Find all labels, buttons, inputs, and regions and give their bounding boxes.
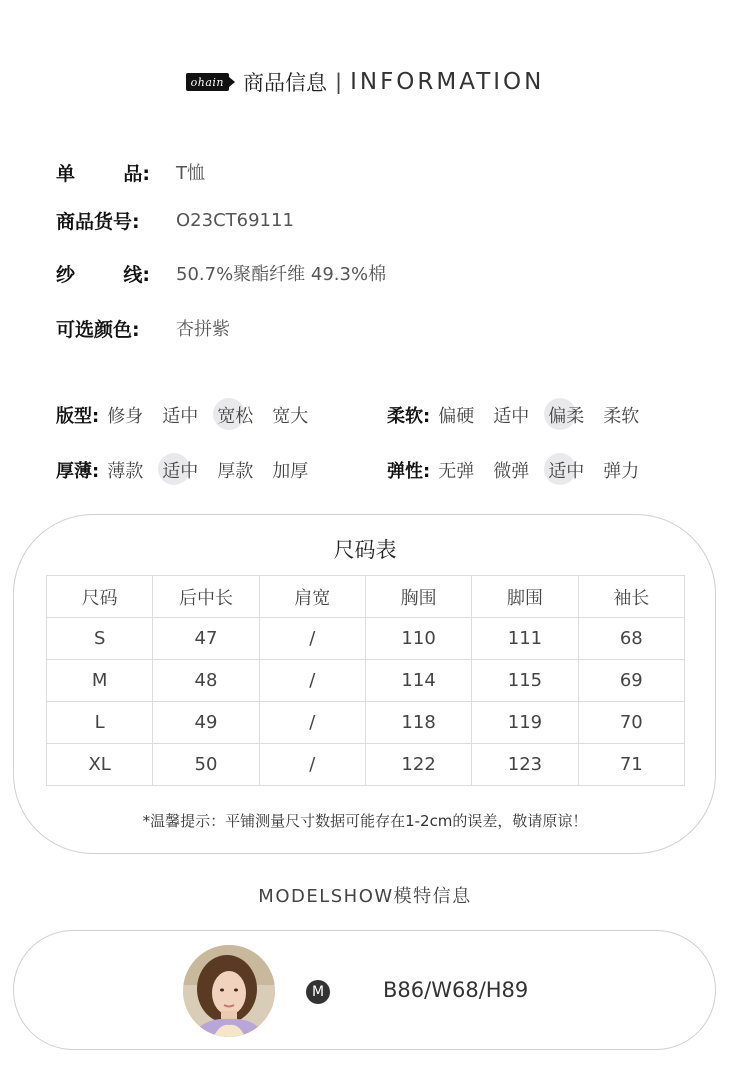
table-cell: 123	[472, 744, 578, 786]
attr-option: 适中	[162, 406, 199, 427]
attr-label: 柔软:	[387, 406, 431, 427]
attr-option-selected: 宽松	[217, 402, 253, 428]
table-cell: M	[47, 660, 153, 702]
table-cell: /	[259, 660, 365, 702]
table-cell: 68	[578, 618, 684, 660]
info-value: O23CT69111	[176, 209, 294, 231]
size-chart-note: *温馨提示：平铺测量尺寸数据可能存在1-2cm的误差，敬请原谅！	[142, 812, 588, 830]
play-arrow-icon	[229, 77, 235, 87]
table-cell: 122	[365, 744, 471, 786]
header-title-en: INFORMATION	[350, 69, 545, 95]
header-title-cn: 商品信息	[243, 71, 328, 95]
table-cell: /	[259, 702, 365, 744]
model-avatar	[183, 945, 275, 1037]
table-cell: /	[259, 744, 365, 786]
info-value: 杏拼紫	[176, 319, 230, 340]
table-cell: 110	[365, 618, 471, 660]
attr-option: 厚款	[217, 461, 254, 482]
table-cell: 50	[153, 744, 259, 786]
info-label: 商品货号:	[56, 210, 140, 233]
attr-option: 微弹	[493, 461, 530, 482]
attr-option: 适中	[493, 406, 530, 427]
table-row	[47, 702, 685, 744]
table-cell: 47	[153, 618, 259, 660]
info-row-color	[56, 313, 230, 343]
info-label: 单 品:	[56, 162, 150, 185]
table-cell: 118	[365, 702, 471, 744]
table-cell: 111	[472, 618, 578, 660]
attr-option-selected: 适中	[548, 457, 584, 483]
info-row-sku	[56, 205, 294, 235]
model-portrait-icon	[183, 945, 275, 1037]
info-label: 可选颜色:	[56, 318, 140, 341]
attr-option: 无弹	[438, 461, 475, 482]
table-header-cell: 后中长	[153, 576, 259, 618]
attr-option: 弹力	[603, 461, 640, 482]
attr-softness	[387, 400, 658, 430]
table-cell: 115	[472, 660, 578, 702]
attr-label: 弹性:	[387, 461, 431, 482]
brand-logo: ohain	[186, 73, 229, 91]
table-cell: 119	[472, 702, 578, 744]
attr-option: 加厚	[272, 461, 309, 482]
size-table	[46, 575, 685, 786]
attr-elasticity	[387, 455, 658, 485]
table-header-cell: 脚围	[472, 576, 578, 618]
info-value: 50.7%聚酯纤维 49.3%棉	[176, 264, 387, 285]
attr-option: 薄款	[107, 461, 144, 482]
table-cell: /	[259, 618, 365, 660]
attr-option: 柔软	[603, 406, 640, 427]
table-header-row	[47, 576, 685, 618]
info-label: 纱 线:	[56, 263, 150, 286]
attr-option-selected: 偏柔	[548, 402, 584, 428]
table-cell: 49	[153, 702, 259, 744]
table-cell: XL	[47, 744, 153, 786]
table-cell: 69	[578, 660, 684, 702]
attr-label: 版型:	[56, 406, 100, 427]
info-row-item	[56, 157, 205, 187]
table-header-cell: 胸围	[365, 576, 471, 618]
model-info-card	[13, 930, 716, 1050]
table-cell: 114	[365, 660, 471, 702]
table-header-cell: 尺码	[47, 576, 153, 618]
table-row	[47, 660, 685, 702]
attr-option: 宽大	[272, 406, 309, 427]
table-cell: 70	[578, 702, 684, 744]
table-cell: L	[47, 702, 153, 744]
model-size-badge: M	[306, 980, 330, 1004]
attr-fit	[56, 400, 327, 430]
table-cell: S	[47, 618, 153, 660]
table-row	[47, 618, 685, 660]
section-header	[0, 62, 730, 102]
attr-label: 厚薄:	[56, 461, 100, 482]
table-header-cell: 袖长	[578, 576, 684, 618]
attr-option-selected: 适中	[162, 457, 198, 483]
attr-option: 修身	[107, 406, 144, 427]
table-header-cell: 肩宽	[259, 576, 365, 618]
size-chart-title: 尺码表	[333, 538, 397, 562]
model-measurements: B86/W68/H89	[383, 978, 529, 1002]
table-cell: 48	[153, 660, 259, 702]
model-section-heading: MODELSHOW模特信息	[258, 886, 472, 907]
info-value: T恤	[176, 163, 205, 184]
attr-thickness	[56, 455, 327, 485]
attr-option: 偏硬	[438, 406, 475, 427]
header-separator: |	[335, 70, 343, 94]
table-cell: 71	[578, 744, 684, 786]
info-row-material	[56, 258, 386, 288]
table-row	[47, 744, 685, 786]
